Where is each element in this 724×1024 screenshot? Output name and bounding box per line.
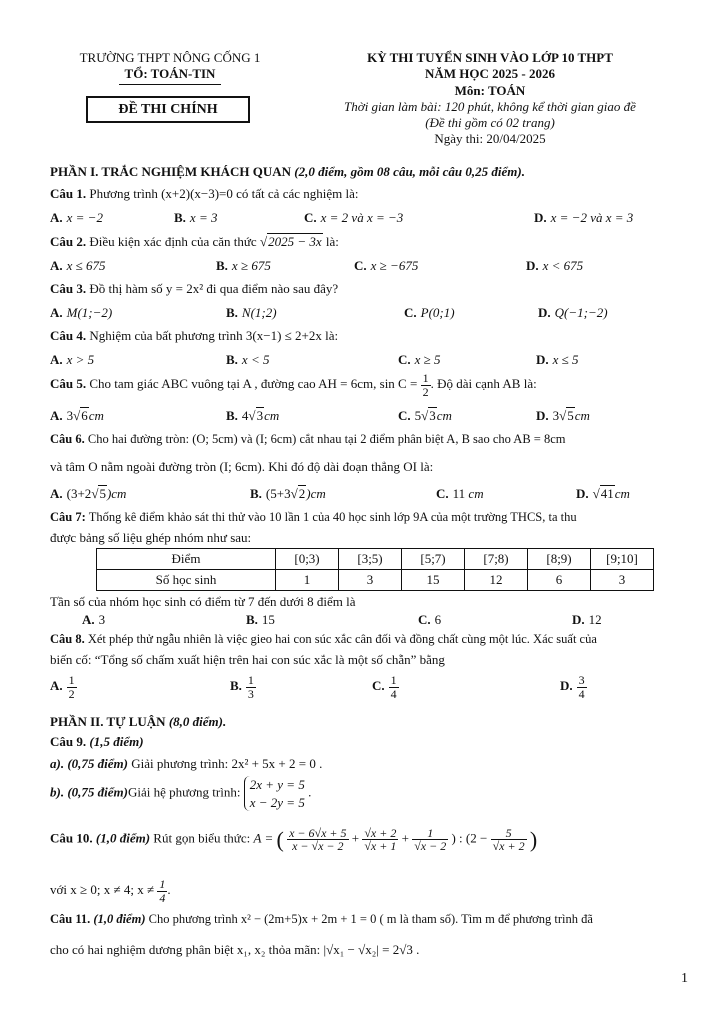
page-number: 1	[681, 971, 688, 986]
question-2-options	[50, 258, 690, 276]
question-3: Câu 3. Đồ thị hàm số y = 2x² đi qua điểm nào sau đây?	[50, 281, 339, 296]
question-1: Câu 1. Phương trình (x+2)(x−3)=0 có tất cả các nghiệm là:	[50, 186, 359, 201]
radicand: 2025 − 3x	[268, 234, 322, 249]
option-a: A. M(1;−2)	[50, 305, 113, 320]
question-7-prompt: Tần số của nhóm học sinh có điểm từ 7 đến dưới 8 điểm là	[50, 594, 356, 609]
option-d: D. 3√5cm	[536, 408, 590, 423]
table-header-cell: Số học sinh	[97, 570, 276, 591]
option-d: D. $\frac{3}{4}$	[560, 673, 585, 701]
table-cell: [8;9)	[528, 549, 591, 570]
question-7-cont: được bảng số liệu ghép nhóm như sau:	[50, 530, 252, 545]
option-c: C. 6	[418, 612, 442, 627]
table-cell: [3;5)	[339, 549, 402, 570]
part2-title: PHẦN II. TỰ LUẬN (8,0 điểm).	[50, 714, 227, 729]
question-10-condition: với x ≥ 0; x ≠ 4; x ≠ $\frac{1}{4}$ .	[50, 877, 171, 905]
table-row	[97, 570, 654, 591]
grouped-data-table	[96, 548, 654, 591]
option-c: C. P(0;1)	[404, 305, 455, 320]
option-d: D. x ≤ 5	[536, 352, 579, 367]
question-5-options	[50, 408, 690, 426]
table-cell: [9;10]	[591, 549, 654, 570]
question-9a: a). (0,75 điểm) Giải phương trình: 2x² + 5x + 2 = 0 .	[50, 756, 323, 771]
question-6-cont: và tâm O nằm ngoài đường tròn (I; 6cm). Khi đó độ dài đoạn thẳng OI là:	[50, 459, 434, 474]
option-c: C. x ≥ −675	[354, 258, 419, 273]
school-year: NĂM HỌC 2025 - 2026	[425, 66, 555, 82]
option-b: B. $\frac{1}{3}$	[230, 673, 254, 701]
table-row	[97, 549, 654, 570]
question-2: Câu 2. Điều kiện xác định của căn thức √2025 − 3x là:	[50, 234, 339, 249]
table-cell: [7;8)	[465, 549, 528, 570]
part1-title: PHẦN I. TRẮC NGHIỆM KHÁCH QUAN (2,0 điểm, gồm 08 câu, mỗi câu 0,25 điểm).	[50, 164, 525, 179]
question-5: Câu 5. Cho tam giác ABC vuông tại A , đường cao AH = 6cm, sin C = $\frac{1}{2}$ . Độ dài cạnh AB là:	[50, 371, 537, 399]
option-b: B. x ≥ 675	[216, 258, 271, 273]
option-a: A. x ≤ 675	[50, 258, 106, 273]
question-9b: b). (0,75 điểm)Giải hệ phương trình: 2x + y = 5 x − 2y = 5 .	[50, 777, 312, 810]
exam-title: KỲ THI TUYỂN SINH VÀO LỚP 10 THPT	[367, 50, 613, 65]
option-a: A. $\frac{1}{2}$	[50, 673, 75, 701]
option-b: B. N(1;2)	[226, 305, 277, 320]
option-a: A. 3√6cm	[50, 408, 104, 423]
question-4: Câu 4. Nghiệm của bất phương trình 3(x−1) ≤ 2+2x là:	[50, 328, 339, 343]
question-10: Câu 10. (1,0 điểm) Rút gọn biểu thức: A = ( $\frac{x - 6√x + 5}{x - √x - 2}$ + $\frac{√x + 2}{√x + 1}$ + $\frac{1}{√x - 2}$ ) : (2 − $\frac{5}{√x + 2}$ )	[50, 825, 538, 854]
subject: Môn: TOÁN	[454, 82, 526, 98]
question-7: Câu 7: Thống kê điểm khảo sát thi thử vào 10 lần 1 của 40 học sinh lớp 9A của một trường THCS, ta thu	[50, 510, 577, 524]
question-11: Câu 11. (1,0 điểm) Cho phương trình x² − (2m+5)x + 2m + 1 = 0 ( m là tham số). Tìm m để phương trình đã	[50, 912, 593, 926]
option-c: C. 5√3cm	[398, 408, 452, 423]
option-c: C. $\frac{1}{4}$	[372, 673, 397, 701]
fraction: $\frac{1}{2}$	[422, 371, 429, 399]
option-d: D. √41cm	[576, 486, 630, 501]
option-d: D. Q(−1;−2)	[538, 305, 608, 320]
question-8-options	[50, 672, 690, 708]
table-cell: [0;3)	[276, 549, 339, 570]
option-d: D. x < 675	[526, 258, 584, 273]
question-7-options	[82, 612, 722, 630]
table-cell: 3	[339, 570, 402, 591]
equation-system: 2x + y = 5 x − 2y = 5	[244, 776, 305, 811]
option-b: B. x = 3	[174, 210, 218, 225]
exam-header	[300, 50, 680, 148]
question-6: Câu 6. Cho hai đường tròn: (O; 5cm) và (I; 6cm) cắt nhau tại 2 điểm phân biệt A, B sao cho AB = 8cm	[50, 432, 566, 446]
option-b: B. (5+3√2)cm	[250, 486, 326, 501]
option-b: B. 4√3cm	[226, 408, 280, 423]
table-cell: 6	[528, 570, 591, 591]
table-header-cell: Điểm	[97, 549, 276, 570]
option-a: A. x > 5	[50, 352, 95, 367]
option-b: B. 15	[246, 612, 275, 627]
option-c: C. 11 cm	[436, 486, 484, 501]
question-8-cont: biến cố: “Tổng số chấm xuất hiện trên hai con súc xắc là một số chẵn” bằng	[50, 652, 445, 667]
department-name: TỔ: TOÁN-TIN	[119, 66, 222, 84]
table-cell: 12	[465, 570, 528, 591]
option-a: A. 3	[82, 612, 106, 627]
option-d: D. 12	[572, 612, 602, 627]
option-a: A. x = −2	[50, 210, 103, 225]
option-c: C. x ≥ 5	[398, 352, 441, 367]
option-c: C. x = 2 và x = −3	[304, 210, 404, 225]
option-b: B. x < 5	[226, 352, 270, 367]
table-cell: [5;7)	[402, 549, 465, 570]
question-4-options	[50, 352, 690, 370]
time-allowed: Thời gian làm bài: 120 phút, không kể thời gian giao đề	[344, 98, 636, 114]
option-a: A. (3+2√5)cm	[50, 486, 127, 501]
question-3-options	[50, 305, 690, 323]
question-8: Câu 8. Xét phép thử ngẫu nhiên là việc gieo hai con súc xắc cân đối và đồng chất cùng một lúc. Xác suất của	[50, 632, 597, 646]
school-header	[50, 50, 290, 85]
table-cell: 15	[402, 570, 465, 591]
question-6-options	[50, 486, 690, 504]
exam-date: Ngày thi: 20/04/2025	[434, 131, 546, 147]
table-cell: 1	[276, 570, 339, 591]
option-d: D. x = −2 và x = 3	[534, 210, 634, 225]
school-name: TRƯỜNG THPT NÔNG CỐNG 1	[79, 50, 261, 65]
official-exam-badge: ĐỀ THI CHÍNH	[86, 96, 250, 123]
question-9: Câu 9. (1,5 điểm)	[50, 734, 144, 749]
question-11-cont: cho có hai nghiệm dương phân biệt x₁, x₂ thỏa mãn: |√x₁ − √x₂| = 2√3 .	[50, 942, 420, 957]
table-cell: 3	[591, 570, 654, 591]
question-1-options	[50, 210, 690, 228]
page-count: (Đề thi gồm có 02 trang)	[425, 115, 555, 130]
